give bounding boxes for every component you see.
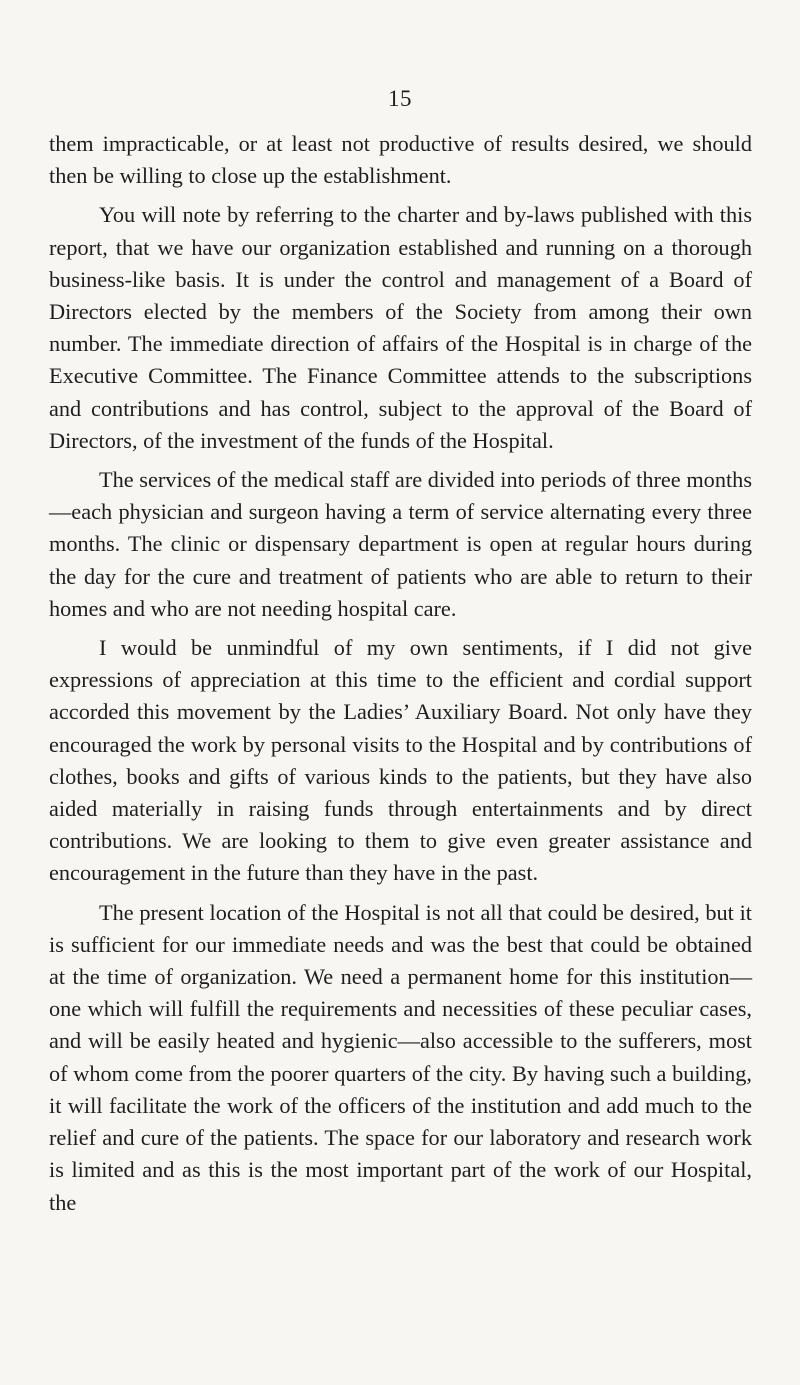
page-number: 15 xyxy=(388,86,412,111)
paragraph-hospital-location: The present location of the Hospital is not all that could be desired, but it is sufficient for our immediate needs and was the best that could be obtained at the time of organization. We need a permanent home for this institution—one which will fulfill the requirements and necessities of these peculiar cases, and will be easily heated and hygienic—also accessible to the sufferers, most of whom come from the poorer quarters of the city. By having such a building, it will facilitate the work of the officers of the institution and add much to the relief and cure of the patients. The space for our laboratory and research work is limited and as this is the most important part of the work of our Hospital, the xyxy=(49,899,752,1215)
paragraph-organization: You will note by referring to the charter and by-laws published with this report, that we have our organization established and running on a thorough business-like basis. It is under the control and management of a Board of Directors elected by the members of the Society from among their own number. The immediate direction of affairs of the Hospital is in charge of the Executive Committee. The Finance Committee attends to the subscriptions and contributions and has control, subject to the approval of the Board of Directors, of the investment of the funds of the Hospital. xyxy=(49,202,752,453)
paragraph-ladies-auxiliary: I would be unmindful of my own sentiments, if I did not give expressions of appreciation at this time to the efficient and cordial support accorded this movement by the Ladies’ Auxiliary Board. Not only have they encouraged the work by personal visits to the Hospital and by contributions of clothes, books and gifts of various kinds to the patients, but they have also aided materially in raising funds through entertainments and by direct contributions. We are looking to them to give even greater assistance and encouragement in the future than they have in the past. xyxy=(49,635,752,886)
paragraph-medical-staff: The services of the medical staff are divided into periods of three months—each physician and surgeon having a term of service alternating every three months. The clinic or dispensary department is open at regular hours during the day for the cure and treatment of patients who are able to return to their homes and who are not needing hospital care. xyxy=(49,467,752,621)
body-text xyxy=(49,128,752,1226)
paragraph-continued: them impracticable, or at least not productive of results desired, we should then be willing to close up the establishment. xyxy=(49,131,752,189)
